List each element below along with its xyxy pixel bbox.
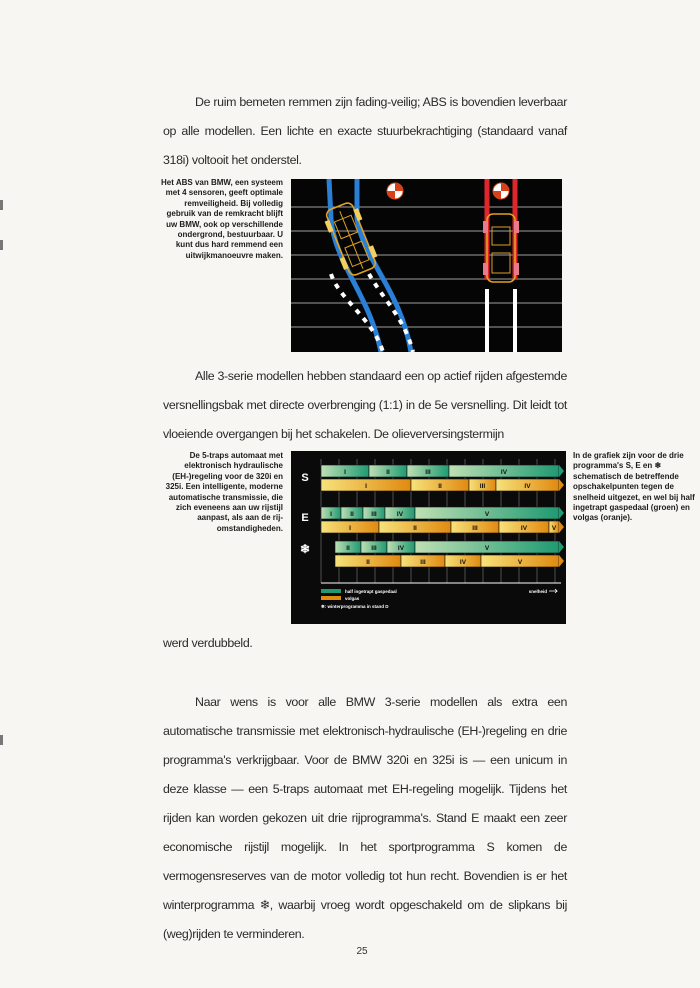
program-0-half-gear-label: I	[344, 469, 346, 476]
program-1-half-gear-label: IV	[396, 511, 404, 518]
program-0-full-gear-label: IV	[524, 483, 531, 490]
legend-full-label: volgas	[345, 596, 360, 601]
paragraph-automatic	[163, 688, 567, 949]
program-0-full-gear-label: I	[365, 483, 367, 490]
program-1-full-gear-label: II	[413, 525, 417, 532]
program-0-full-gear-label: II	[438, 483, 442, 490]
caption-abs: Het ABS van BMW, een systeem met 4 sensoren, geeft optimale remveiligheid. Bij volledig gebruik van de remkracht blijft uw BMW, ook op verschillende ondergrond, bestuurbaar. U kunt dus hard remmend een uitwijkmanoeuvre maken.	[161, 178, 283, 260]
program-2-half-gear-label: III	[371, 545, 377, 552]
caption-automaat: De 5-traps automaat met elektronisch hydraulische (EH-)regeling voor de 320i en 325i. Een intelligente, moderne automatische transmissie, die zich eveneens aan uw rijstijl aanpast, als aan de rij-omstandigheden.	[165, 451, 283, 533]
program-2-full-gear-label: IV	[459, 559, 467, 566]
abs-figure	[291, 179, 562, 352]
program-label: S	[301, 472, 309, 484]
program-2-half-gear-label: II	[346, 545, 350, 552]
program-1-full-gear-label: IV	[520, 525, 528, 532]
program-0-half-gear-label: IV	[500, 469, 508, 476]
binding-mark	[0, 735, 3, 745]
speed-axis-label: snelheid	[528, 589, 547, 594]
program-2-half-gear-label: IV	[397, 545, 405, 552]
shift-chart-svg	[291, 451, 566, 624]
paragraph-gearbox	[163, 362, 567, 449]
program-label: E	[301, 512, 309, 524]
paragraph-text: De ruim bemeten remmen zijn fading-veilig; ABS is bovendien leverbaar op alle modellen. Een lichte en exacte stuurbekrachtiging (standaard vanaf 318i) voltooit het onderstel.	[163, 95, 567, 167]
legend-swatch-full	[321, 596, 341, 600]
paragraph-oil	[163, 629, 567, 658]
program-2-full-gear-label: V	[517, 559, 523, 566]
program-2-half-gear-label: V	[484, 545, 490, 552]
binding-mark	[0, 240, 3, 250]
paragraph-text: werd verdubbeld.	[163, 636, 253, 650]
shift-chart	[291, 451, 566, 624]
legend-half-label: half ingetrapt gaspedaal	[345, 589, 397, 594]
program-label: ❄	[299, 542, 311, 556]
program-1-full-gear-label: I	[349, 525, 351, 532]
program-0-half-gear-label: III	[425, 469, 431, 476]
caption-grafiek: In de grafiek zijn voor de drie programma's S, E en ❄ schematisch de betreffende opschakelpunten tegen de snelheid uitgezet, en wel bij half ingetrapt gaspedaal (groen) en volgas (oranje).	[573, 451, 695, 523]
program-2-full-gear-label: II	[366, 559, 370, 566]
legend-swatch-half	[321, 589, 341, 593]
program-0-half-gear-label: II	[386, 469, 390, 476]
legend-winter-label: ❄: winterprogramma in stand D	[321, 604, 389, 609]
paragraph-brakes	[163, 88, 567, 175]
paragraph-text: Alle 3-serie modellen hebben standaard een op actief rijden afgestemde versnellingsbak met directe overbrenging (1:1) in de 5e versnelling. Dit leidt tot vloeiende overgangen bij het schakelen. De olieverversingstermijn	[163, 369, 567, 441]
program-0-full-gear-label: III	[479, 483, 486, 490]
program-1-full-gear-label: V	[551, 525, 557, 532]
binding-mark	[0, 200, 3, 210]
program-1-full-gear-label: III	[472, 525, 478, 532]
program-1-half-gear-label: II	[350, 511, 354, 518]
program-1-half-gear-label: III	[371, 511, 377, 518]
abs-illustration	[291, 179, 562, 352]
paragraph-text: Naar wens is voor alle BMW 3-serie modellen als extra een automatische transmissie met elektronisch-hydraulische (EH-)regeling en drie programma's verkrijgbaar. Voor de BMW 320i en 325i is — een unicum in deze klasse — een 5-traps automaat met EH-regeling mogelijk. Tijdens het rijden kan worden gekozen uit drie rijprogramma's. Stand E maakt een zeer economische rijstijl mogelijk. In het sportprogramma S komen de vermogensreserves van de motor volledig tot hun recht. Bovendien is er het winterprogramma ❄, waarbij vroeg wordt opgeschakeld om de slipkans bij (weg)rijden te verminderen.	[163, 695, 567, 941]
program-2-full-gear-label: III	[420, 559, 426, 566]
program-1-half-gear-label: I	[330, 511, 332, 518]
program-1-half-gear-label: V	[484, 511, 490, 518]
page-number: 25	[356, 946, 368, 957]
